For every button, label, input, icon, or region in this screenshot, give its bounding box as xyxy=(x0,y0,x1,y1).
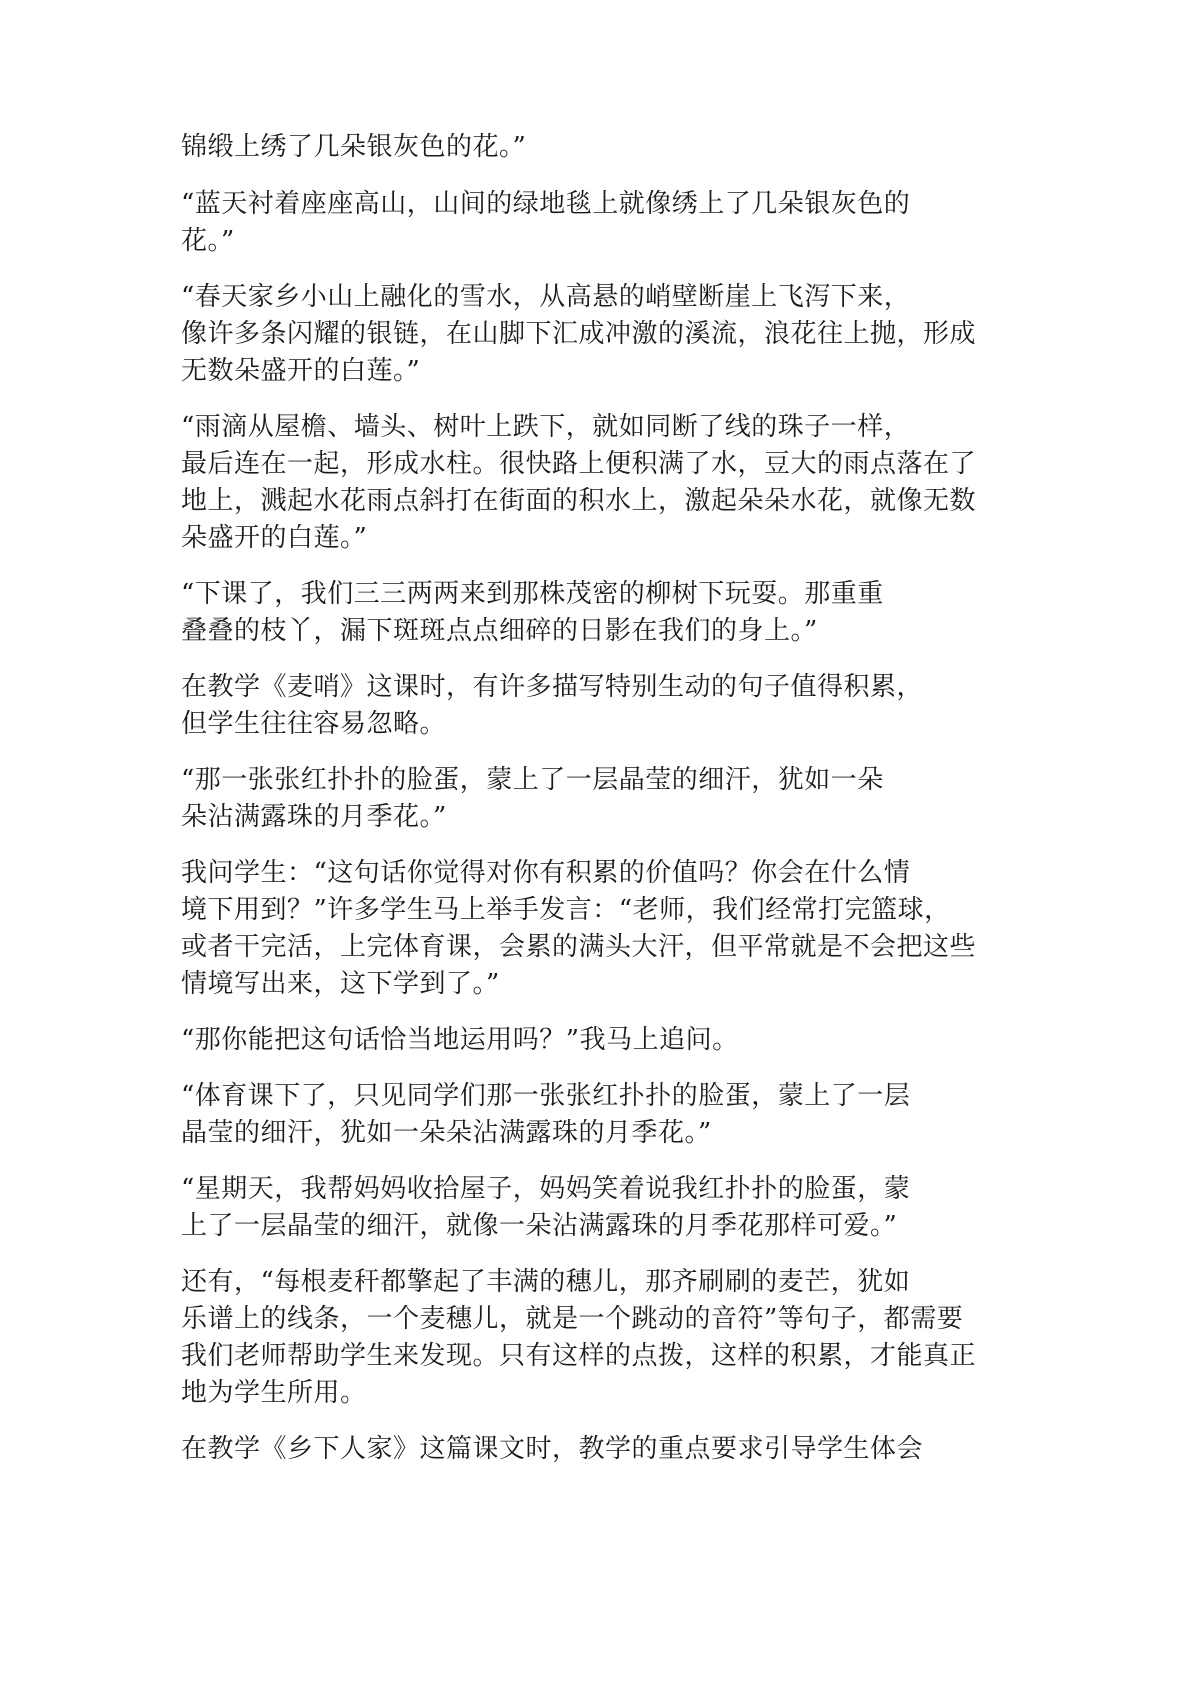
text-line: 花。” xyxy=(181,226,235,256)
text-line: “雨滴从屋檐、墙头、树叶上跌下，就如同断了线的珠子一样， xyxy=(181,412,911,442)
text-line: 上了一层晶莹的细汗，就像一朵沾满露珠的月季花那样可爱。” xyxy=(181,1211,898,1241)
text-line: 地为学生所用。 xyxy=(181,1378,367,1408)
text-line: 朵盛开的白莲。” xyxy=(181,523,368,553)
text-line: 地上，溅起水花雨点斜打在街面的积水上，激起朵朵水花，就像无数 xyxy=(181,486,977,516)
text-line: “体育课下了，只见同学们那一张张红扑扑的脸蛋，蒙上了一层 xyxy=(181,1081,911,1111)
text-line: 我问学生：“这句话你觉得对你有积累的价值吗？你会在什么情 xyxy=(181,858,911,888)
text-line: 或者干完活，上完体育课，会累的满头大汗，但平常就是不会把这些 xyxy=(181,932,977,962)
text-line: “那一张张红扑扑的脸蛋，蒙上了一层晶莹的细汗，犹如一朵 xyxy=(181,765,884,795)
text-line: 在教学《麦哨》这课时，有许多描写特别生动的句子值得积累， xyxy=(181,672,924,702)
text-line: “春天家乡小山上融化的雪水，从高悬的峭壁断崖上飞泻下来， xyxy=(181,282,911,312)
text-line: “蓝天衬着座座高山，山间的绿地毯上就像绣上了几朵银灰色的 xyxy=(181,189,911,219)
text-line: 乐谱上的线条，一个麦穗儿，就是一个跳动的音符”等句子，都需要 xyxy=(181,1304,964,1334)
text-line: 叠叠的枝丫，漏下斑斑点点细碎的日影在我们的身上。” xyxy=(181,616,818,646)
text-line: “下课了，我们三三两两来到那株茂密的柳树下玩耍。那重重 xyxy=(181,579,884,609)
text-line: 但学生往往容易忽略。 xyxy=(181,709,447,739)
text-line: 在教学《乡下人家》这篇课文时，教学的重点要求引导学生体会 xyxy=(181,1434,924,1464)
text-line: 锦缎上绣了几朵银灰色的花。” xyxy=(181,132,527,162)
text-line: “那你能把这句话恰当地运用吗？”我马上追问。 xyxy=(181,1025,739,1055)
text-line: 境下用到？”许多学生马上举手发言：“老师，我们经常打完篮球， xyxy=(181,895,951,925)
text-line: 情境写出来，这下学到了。” xyxy=(181,969,500,999)
text-line: 朵沾满露珠的月季花。” xyxy=(181,802,447,832)
text-line: 晶莹的细汗，犹如一朵朵沾满露珠的月季花。” xyxy=(181,1118,712,1148)
text-line: 我们老师帮助学生来发现。只有这样的点拨，这样的积累，才能真正 xyxy=(181,1341,977,1371)
text-line: 还有，“每根麦秆都擎起了丰满的穗儿，那齐刷刷的麦芒，犹如 xyxy=(181,1267,911,1297)
text-line: 像许多条闪耀的银链，在山脚下汇成冲激的溪流，浪花往上抛，形成 xyxy=(181,319,977,349)
text-line: 最后连在一起，形成水柱。很快路上便积满了水，豆大的雨点落在了 xyxy=(181,449,977,479)
text-line: 无数朵盛开的白莲。” xyxy=(181,356,421,386)
text-line: “星期天，我帮妈妈收拾屋子，妈妈笑着说我红扑扑的脸蛋，蒙 xyxy=(181,1174,911,1204)
